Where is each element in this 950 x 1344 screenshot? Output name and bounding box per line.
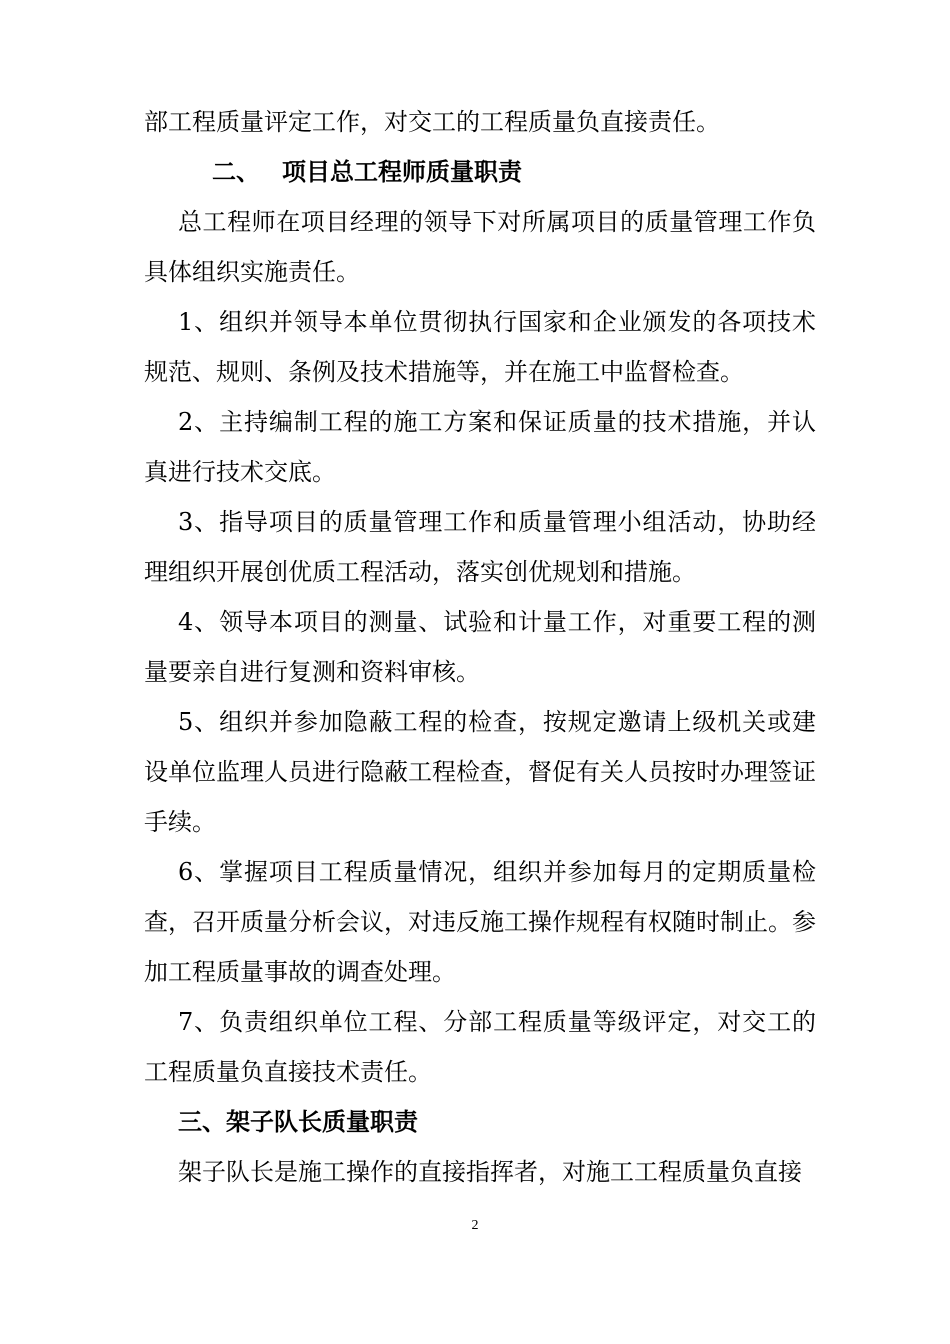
document-body [144, 97, 816, 1197]
paragraph-4: 1、组织并领导本单位贯彻执行国家和企业颁发的各项技术规范、规则、条例及技术措施等，并在施工中监督检查。 [144, 308, 816, 386]
page-number: 2 [471, 1218, 479, 1233]
paragraph-8: 5、组织并参加隐蔽工程的检查，按规定邀请上级机关或建设单位监理人员进行隐蔽工程检查，督促有关人员按时办理签证手续。 [144, 708, 816, 836]
section-number: 二、 [212, 158, 260, 186]
paragraph-1: 部工程质量评定工作，对交工的工程质量负直接责任。 [144, 108, 720, 136]
paragraph-6: 3、指导项目的质量管理工作和质量管理小组活动，协助经理组织开展创优质工程活动，落实创优规划和措施。 [144, 508, 816, 586]
paragraph-12: 架子队长是施工操作的直接指挥者，对施工工程质量负直接 [178, 1158, 802, 1186]
section-heading-3: 三、架子队长质量职责 [178, 1108, 418, 1136]
section-title: 项目总工程师质量职责 [282, 158, 522, 186]
paragraph-7: 4、领导本项目的测量、试验和计量工作，对重要工程的测量要亲自进行复测和资料审核。 [144, 608, 816, 686]
paragraph-10: 7、负责组织单位工程、分部工程质量等级评定，对交工的工程质量负直接技术责任。 [144, 1008, 816, 1086]
paragraph-3: 总工程师在项目经理的领导下对所属项目的质量管理工作负具体组织实施责任。 [144, 208, 816, 286]
paragraph-9: 6、掌握项目工程质量情况，组织并参加每月的定期质量检查，召开质量分析会议，对违反施工操作规程有权随时制止。参加工程质量事故的调查处理。 [144, 858, 816, 986]
paragraph-5: 2、主持编制工程的施工方案和保证质量的技术措施，并认真进行技术交底。 [144, 408, 816, 486]
section-heading-2 [144, 147, 816, 197]
